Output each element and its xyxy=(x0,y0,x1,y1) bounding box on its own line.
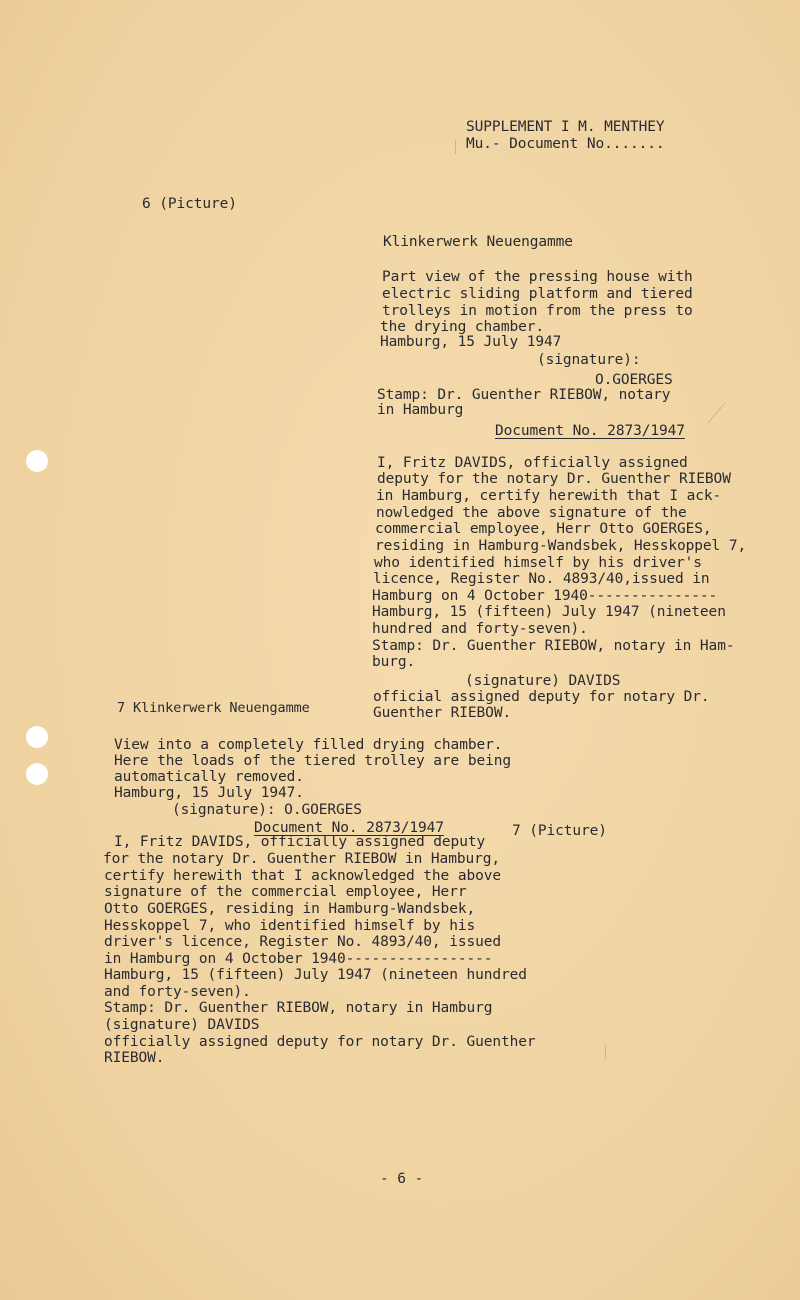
caption-line: View into a completely filled drying chamber. xyxy=(114,737,503,753)
caption-line: Part view of the pressing house with xyxy=(382,269,693,285)
stamp-line: in Hamburg xyxy=(377,402,464,418)
picture-label-7: 7 (Picture) xyxy=(512,823,607,839)
certification-line: Hamburg, 15 (fifteen) July 1947 (nineteen xyxy=(372,604,726,620)
document-number-header: Mu.- Document No....... xyxy=(466,136,665,152)
certification-line: Stamp: Dr. Guenther RIEBOW, notary in Hamburg xyxy=(104,1000,493,1016)
caption-line: trolleys in motion from the press to xyxy=(382,303,693,319)
certification-line: Hamburg, 15 (fifteen) July 1947 (nineteen hundred xyxy=(104,967,527,983)
certification-line: certify herewith that I acknowledged the above xyxy=(104,868,501,884)
paper-mark xyxy=(455,140,456,154)
certification-line: I, Fritz DAVIDS, officially assigned xyxy=(377,455,688,471)
certification-line: residing in Hamburg-Wandsbek, Hesskoppel 7, xyxy=(375,538,747,554)
stamp-line: Stamp: Dr. Guenther RIEBOW, notary xyxy=(377,387,671,403)
caption-line: Hamburg, 15 July 1947. xyxy=(114,785,304,801)
signature-label: (signature): xyxy=(537,352,641,368)
block1-title: Klinkerwerk Neuengamme xyxy=(383,234,573,250)
certification-line: who identified himself by his driver's xyxy=(374,555,702,571)
deputy-title-line: Guenther RIEBOW. xyxy=(373,705,512,721)
certification-line: in Hamburg on 4 October 1940----------------- xyxy=(104,951,493,967)
certification-line: nowledged the above signature of the xyxy=(376,505,687,521)
deputy-title-line: official assigned deputy for notary Dr. xyxy=(373,689,710,705)
caption-line: automatically removed. xyxy=(114,769,304,785)
caption-line: Hamburg, 15 July 1947 xyxy=(380,334,562,350)
paper-mark xyxy=(605,1045,606,1059)
punch-hole-bottom xyxy=(26,763,48,785)
block2-title: 7 Klinkerwerk Neuengamme xyxy=(117,700,310,716)
paper-mark xyxy=(708,403,725,424)
caption-line: the drying chamber. xyxy=(380,319,544,335)
punch-hole-middle xyxy=(26,726,48,748)
certification-line: in Hamburg, certify herewith that I ack- xyxy=(376,488,722,504)
certification-line: driver's licence, Register No. 4893/40, issued xyxy=(104,934,501,950)
block2-document-number: Document No. 2873/1947 xyxy=(254,820,444,836)
caption-line: electric sliding platform and tiered xyxy=(382,286,693,302)
block2-signature: (signature): O.GOERGES xyxy=(172,802,362,818)
document-number: Document No. 2873/1947 xyxy=(495,423,685,439)
certification-line: signature of the commercial employee, Herr xyxy=(104,884,467,900)
certification-line: burg. xyxy=(372,654,416,670)
certification-line: I, Fritz DAVIDS, officially assigned deputy xyxy=(114,834,486,850)
deputy-signature: (signature) DAVIDS xyxy=(465,673,621,689)
caption-line: Here the loads of the tiered trolley are being xyxy=(114,753,511,769)
certification-line: deputy for the notary Dr. Guenther RIEBOW xyxy=(377,471,731,487)
certification-line: for the notary Dr. Guenther RIEBOW in Hamburg, xyxy=(103,851,500,867)
punch-hole-top xyxy=(26,450,48,472)
certification-line: Hesskoppel 7, who identified himself by his xyxy=(104,918,476,934)
certification-line: commercial employee, Herr Otto GOERGES, xyxy=(375,521,712,537)
certification-line: and forty-seven). xyxy=(104,984,251,1000)
certification-line: (signature) DAVIDS xyxy=(104,1017,260,1033)
certification-line: Otto GOERGES, residing in Hamburg-Wandsbek, xyxy=(104,901,476,917)
certification-line: licence, Register No. 4893/40,issued in xyxy=(373,571,710,587)
certification-line: Hamburg on 4 October 1940--------------- xyxy=(372,588,718,604)
picture-label-6: 6 (Picture) xyxy=(142,196,237,212)
supplement-header: SUPPLEMENT I M. MENTHEY xyxy=(466,119,665,135)
certification-line: Stamp: Dr. Guenther RIEBOW, notary in Ham- xyxy=(372,638,735,654)
certification-line: hundred and forty-seven). xyxy=(372,621,588,637)
certification-line: officially assigned deputy for notary Dr. Guenther xyxy=(104,1034,536,1050)
signature-name: O.GOERGES xyxy=(595,372,673,388)
certification-line: RIEBOW. xyxy=(104,1050,165,1066)
page-number: - 6 - xyxy=(380,1171,424,1187)
